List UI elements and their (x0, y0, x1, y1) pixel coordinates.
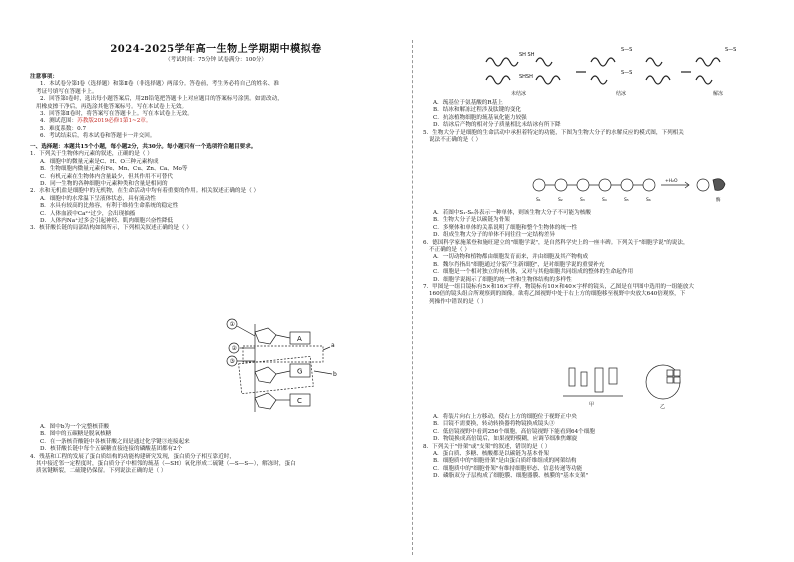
protein-strand (646, 58, 662, 66)
q3-option-a: A．图中b为一个完整核苷酸 (40, 424, 110, 430)
stage-label-frozen: 结冰 (616, 91, 627, 97)
q5-stem: 说法不正确的是（ ） (429, 137, 482, 144)
q2-option-c: C．人体血液中Ca²⁺过少，会出现抽搐 (40, 210, 136, 217)
exam-subtitle: （考试时间：75分钟 试卷满分：100分） (165, 57, 267, 63)
protein-strand (646, 76, 670, 84)
stage-label-thawed: 解冻 (713, 91, 724, 97)
protein-strand (536, 76, 560, 84)
protein-strand (486, 76, 510, 84)
protein-strand (486, 58, 518, 66)
sh-group-label: SHSH (519, 74, 533, 80)
q4-line: 4．残基和工程的发展了蛋白质结构的功能构建研究发现，蛋白质分子相互靠近时， (30, 453, 235, 460)
q2-option-b: B．水具有较高的比热容，有利于维持生命系统的稳定性 (40, 203, 179, 210)
q2-option-d: D．人体内Na⁺过多会引起神经、肌肉细胞兴奋性降低 (40, 218, 174, 225)
pentose-sugar-shape (255, 328, 276, 344)
q5-option-c: C．多聚体和单体的关系说明了细胞和整个生物体的统一性 (433, 224, 578, 231)
q7-stem: 7．甲图是一组目镜标有5×和16×字样，物镜标有10×和40×字样的镜头，乙图是在甲图中选用的一组能放大 (423, 284, 694, 291)
q6-option-c: C．细胞是一个相对独立的有机体，又对与其他细胞共同组成的整体的生命起作用 (433, 269, 634, 276)
q7-option-a: A．将装片向右上方移动，使右上方的细胞位于视野正中央 (433, 414, 577, 420)
q2-stem: 2．水和无机盐是细胞中的无机物，在生命活动中均有着重要的作用。相关叙述正确的是（ ） (30, 188, 260, 195)
notes-item: 用橡皮擦干净后，再选涂其他答案标号。写在本试卷上无效。 (36, 103, 188, 110)
cell-square (674, 377, 680, 383)
notes-heading: 注意事项： (30, 74, 58, 80)
protein-strand (591, 76, 607, 84)
cell-square (667, 377, 673, 383)
cell-square (674, 370, 680, 376)
water-label: +H₂O (665, 179, 678, 184)
q3-stem: 3．核苷酸长链的局部结构如图所示，下列相关叙述正确的是（ ） (30, 225, 192, 232)
monomer-label: S₄ (602, 198, 607, 203)
circle-label-2: ② (231, 345, 237, 352)
monomer-circle (555, 179, 567, 191)
monomer-circle (533, 179, 545, 191)
q7-option-d: D．物镜换成高倍镜后，如果视野模糊，应调节细准焦螺旋 (433, 436, 578, 443)
q4-line: 其中接近邻一定程度时，蛋白质分子中相邻的巯基（—SH）氧化形成二硫键（—S—S—），解冻时，蛋白 (36, 461, 296, 468)
nucleotide-chain-figure (210, 316, 350, 418)
base-label-g: G (297, 367, 303, 376)
monomer-label: S₁ (536, 198, 541, 203)
q1-option-c: C．有机元素在生物体内含量最少，但其作用不可替代 (40, 173, 173, 180)
eyepiece-lens (581, 372, 587, 386)
base-link-line (276, 335, 290, 338)
q5-q6-q7-block (423, 210, 764, 306)
q5-option-b: B．生物大分子是以碳链为骨架 (433, 217, 510, 224)
q3-option-c: C．在一条核苷酸链中各核苷酸之间是通过化学键③连接起来 (40, 438, 190, 445)
stage-label-unfrozen: 未结冰 (511, 91, 527, 97)
q5-option-a: A．若图中S₁-S₆各表示一种单体，则该生物大分子不可能为核酸 (433, 210, 591, 216)
q8-option-c: C．细胞质中的"细胞骨架"有维持细胞形态、信息传递等功能 (433, 465, 583, 472)
exam-title: 2024-2025学年高一生物上学期期中模拟卷 (110, 44, 322, 55)
q8-option-b: B．细胞质中的"细胞骨架"是由蛋白质纤维组成的网架结构 (433, 458, 577, 465)
pointer-b-line (314, 371, 332, 374)
q7-stem: 160倍的镜头组合所观察到的图像。欲将乙图视野中处于右上方的细胞移至视野中央放大640倍观察，下 (429, 291, 686, 298)
ss-bond-label: S—S (621, 47, 633, 53)
cell-square (667, 370, 673, 376)
bond-line (237, 326, 255, 336)
protein-strand (591, 58, 615, 66)
exam-page (30, 0, 764, 562)
q7-option-c: C．低倍镜视野中看到256个细胞，高倍镜视野下能看到64个细胞 (433, 428, 595, 435)
enzyme-shape (713, 179, 725, 191)
base-label-a: A (297, 335, 302, 343)
q6-option-d: D．细胞学说揭示了细胞的统一性和生物体结构的多样性 (433, 276, 572, 283)
q3-q4-block (30, 424, 402, 476)
q1-option-b: B．生物细胞内微量元素有Fe、Mn、Cu、Zn、Ca、Mo等 (40, 166, 188, 173)
enzyme-label: 酶 (716, 198, 721, 203)
polymer-hydrolysis-figure (531, 174, 731, 204)
pointer-a-line (323, 347, 330, 350)
monomer-circle (643, 179, 655, 191)
pentose-sugar-shape (255, 393, 276, 409)
q4-option-d: D．结冰后产物的相对分子质量相比未结冰有所下降 (433, 122, 561, 129)
q1-option-d: D．同一生物的各种细胞中元素种类和含量是相同的 (40, 181, 168, 188)
circle-label-1: ① (229, 321, 235, 328)
monomer-label: S₃ (580, 198, 585, 203)
ss-bond-label: S—S (725, 47, 737, 53)
sh-group-label: SH SH (519, 52, 535, 58)
notes-block (30, 74, 402, 141)
q3-option-d: D．核苷酸长链中每个五碳糖直接连接的磷酸基团都有2个 (40, 446, 183, 453)
q7-option-b: B．目镜不需要换，转动转换器将物镜换成镜头③ (433, 421, 555, 428)
eyepiece-lens (569, 368, 575, 386)
q7-stem: 列操作中错误的是（ ） (429, 298, 487, 305)
column-divider (412, 40, 413, 555)
q4-option-a: A．巯基位于氨基酸的R基上 (433, 100, 503, 106)
q8-option-a: A．蛋白质、多糖、核酸都是以碳链为基本骨架 (433, 451, 549, 458)
notes-item-range (30, 118, 402, 125)
notes-item: 3．回答第Ⅱ卷时，将答案写在答题卡上。写在本试卷上无效。 (40, 111, 193, 118)
monomer-circle (577, 179, 589, 191)
q6-option-a: A．一切动物和植物都由细胞发育而来，并由细胞及其产物构成 (433, 254, 589, 261)
range-highlight: 苏教版2019必修1第1~2章。 (77, 118, 152, 125)
monomer-circle (697, 179, 709, 191)
section-heading: 一、选择题：本题共15个小题，每小题2分，共30分。每小题只有一个选项符合题目要求。 (30, 144, 257, 150)
base-link-line (276, 371, 290, 374)
objective-lens (609, 368, 617, 384)
pentose-sugar-shape (255, 367, 276, 383)
q7-q8-block (423, 414, 764, 481)
microscope-lens-figure (563, 362, 693, 410)
q3-option-b: B．图中的五碳糖是脱氧核糖 (40, 431, 112, 438)
q2-option-a: A．细胞中的水常温下呈液体状态，具有流动性 (40, 195, 156, 202)
q8-stem: 8．下列关于"骨架"或"支架"的叙述，错误的是（ ） (423, 443, 551, 450)
protein-freeze-figure (481, 42, 751, 97)
objective-lens (595, 368, 603, 392)
q4-option-b: B．结冰和解冻过程涉及肽键的变化 (433, 107, 522, 114)
q4-line: 质氢键断裂，二硫键仍保留。下列说法正确的是（ ） (36, 468, 167, 475)
ss-bond-label: S—S (621, 70, 633, 76)
range-prefix: 4．测试范围： (40, 118, 78, 125)
monomer-label: S₂ (558, 198, 563, 203)
q6-stem: 6．德国科学家施莱登和施旺建立的"细胞学说"，是自然科学史上的一座丰碑。下列关于"细胞学说"的说法， (423, 239, 689, 246)
q1-option-a: A．细胞中的微量元素是C、H、O三种元素构成 (40, 158, 159, 165)
notes-item: 5．难度系数：0.7 (40, 125, 87, 132)
protein-strand (696, 58, 720, 66)
notes-item: 1．本试卷分第Ⅰ卷（选择题）和第Ⅱ卷（非选择题）两部分。答卷前，考生务必将自己的姓名、准 (40, 81, 279, 88)
base-label-c: C (297, 397, 302, 405)
notes-item: 2．回答第Ⅰ卷时，选出每小题答案后，用2B铅笔把答题卡上对应题目的答案标号涂黑。如需改动， (40, 96, 283, 103)
protein-strand (696, 76, 712, 84)
q5-stem: 5．生物大分子是细胞的生命活动中承担着特定的功能，下图为生物大分子的水解反应的模式图，下列相关 (423, 129, 684, 136)
monomer-circle (621, 179, 633, 191)
monomer-label: S₆ (646, 198, 651, 203)
notes-item: 6．考试结束后，将本试卷和答题卡一并交回。 (40, 133, 156, 140)
protein-strand (536, 58, 552, 66)
q4-options-block (423, 100, 764, 144)
q1-stem: 1．下列关于生物体内元素的叙述，正确的是（ ） (30, 151, 153, 158)
q5-option-d: D．组成生物大分子的单体不同往往一定结构差异 (433, 232, 555, 239)
q8-option-d: D．磷脂双分子层构成了细胞膜、细胞器膜、核膜的"基本支架" (433, 473, 589, 480)
monomer-label: S₅ (624, 198, 629, 203)
q6-option-b: B．魏尔肖指出"细胞通过分裂产生新细胞"，是对细胞学说的重要补充 (433, 261, 605, 268)
figure-label-yi: 乙 (660, 404, 666, 410)
pointer-label-b: b (333, 371, 337, 378)
monomer-circle (599, 179, 611, 191)
figure-label-jia: 甲 (589, 402, 595, 408)
notes-item: 考证号填写在答题卡上。 (36, 88, 98, 95)
pointer-label-a: a (331, 342, 335, 349)
q4-option-c: C．抗冻植物细胞的巯基氧化能力较强 (433, 114, 527, 121)
section-one (30, 144, 402, 233)
circle-label-3: ③ (229, 358, 235, 365)
q6-stem: 不正确的是（ ） (429, 247, 470, 254)
